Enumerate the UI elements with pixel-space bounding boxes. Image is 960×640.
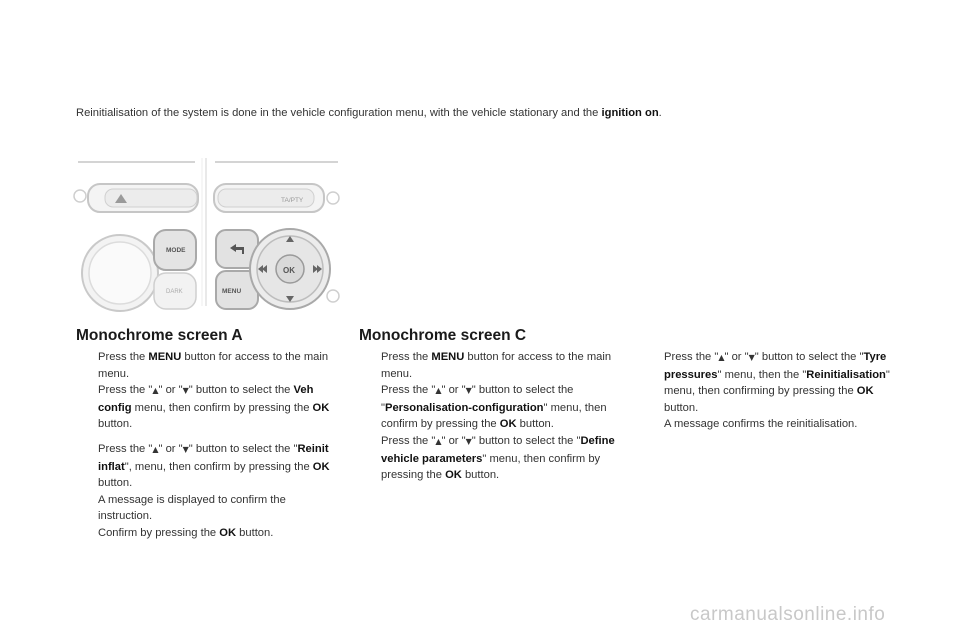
- mode-key-label: MODE: [166, 247, 186, 254]
- step-a2: Press the "▲" or "▼" button to select the Veh config menu, then confirm by pressing the OK button.: [98, 384, 330, 431]
- step-c4: Press the "▲" or "▼" button to select the "Tyre pressures" menu, then the "Reinitialisation" menu, then confirming by pressing the OK button. A message confirms the reinitialisation.: [664, 351, 890, 431]
- step-c3: Press the "▲" or "▼" button to select the "Define vehicle parameters" menu, then confirm by pressing the OK button.: [381, 434, 615, 482]
- step-c1: Press the MENU button for access to the main menu.: [381, 351, 612, 380]
- watermark: carmanualsonline.info: [690, 604, 886, 625]
- section-c-steps-col2: [642, 349, 900, 433]
- section-c-title: Monochrome screen C: [359, 327, 527, 344]
- down-arrow-icon: ▼: [182, 444, 189, 454]
- down-arrow-icon: ▼: [465, 386, 472, 396]
- up-arrow-icon: ▲: [718, 353, 725, 362]
- up-arrow-icon: ▲: [152, 444, 159, 454]
- step-a1: Press the MENU button for access to the main menu.: [98, 351, 329, 380]
- ok-key-label: OK: [283, 266, 295, 275]
- section-a-title: Monochrome screen A: [76, 327, 243, 344]
- dark-key-label: DARK: [166, 289, 183, 295]
- ta-pty-label: TA/PTY: [281, 197, 304, 204]
- control-panel-illustration: [70, 156, 345, 314]
- up-arrow-icon: ▲: [152, 386, 159, 396]
- intro-text: Reinitialisation of the system is done in the vehicle configuration menu, with the vehicle stationary and the ignition on.: [76, 107, 662, 119]
- section-c-steps: [359, 349, 621, 484]
- down-arrow-icon: ▼: [748, 353, 755, 362]
- down-arrow-icon: ▼: [182, 386, 189, 396]
- step-a3: Press the "▲" or "▼" button to select the "Reinit inflat", menu, then confirm by pressing the OK button. A message is displayed to confirm the instruction.: [98, 442, 330, 523]
- step-c2: Press the "▲" or "▼" button to select the "Personalisation-configuration" menu, then confirm by pressing the OK button.: [381, 384, 607, 431]
- step-a4: Confirm by pressing the OK button.: [98, 526, 274, 539]
- down-arrow-icon: ▼: [465, 436, 472, 446]
- menu-key-label: MENU: [222, 288, 242, 295]
- up-arrow-icon: ▲: [435, 436, 442, 446]
- section-a-steps: [76, 349, 338, 542]
- up-arrow-icon: ▲: [435, 386, 442, 396]
